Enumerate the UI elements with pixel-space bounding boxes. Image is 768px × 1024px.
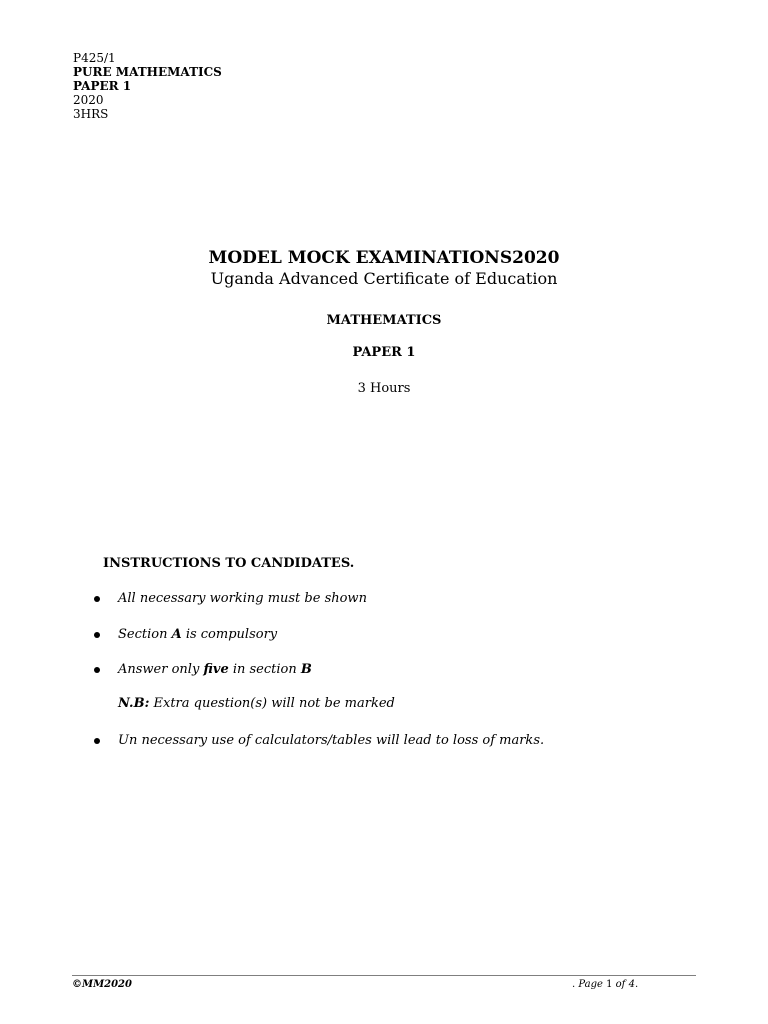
instruction-item-section-b	[118, 662, 312, 677]
paper-duration: 3HRS	[73, 107, 109, 121]
bullet-icon	[94, 632, 100, 638]
instruction-emphasis: B	[300, 662, 312, 677]
subject-title: MATHEMATICS	[326, 313, 442, 328]
footer-page-number	[572, 979, 638, 990]
bullet-icon	[94, 596, 100, 602]
duration-label: 3 Hours	[357, 381, 411, 396]
paper-subject: PURE MATHEMATICS	[73, 65, 222, 79]
paper-code: P425/1	[73, 51, 116, 65]
instruction-item-working	[118, 591, 367, 606]
paper-title: PAPER 1	[352, 345, 416, 360]
paper-header	[73, 51, 222, 121]
instruction-text: is compulsory	[181, 627, 278, 642]
instructions-heading: INSTRUCTIONS TO CANDIDATES.	[103, 556, 355, 571]
paper-number: PAPER 1	[73, 79, 132, 93]
instruction-item-calculators	[118, 733, 544, 748]
of-word: of	[612, 979, 629, 990]
exam-subtitle: Uganda Advanced Certificate of Education	[210, 269, 558, 288]
total-pages: 4.	[628, 979, 639, 990]
instruction-text: in section	[228, 662, 301, 677]
instruction-text: Section	[118, 627, 172, 642]
note-label: N.B:	[118, 696, 150, 711]
current-page: 1	[606, 979, 613, 990]
footer-copyright: ©MM2020	[72, 979, 132, 990]
instruction-text: Un necessary use of calculators/tables will lead to loss of marks.	[118, 733, 545, 748]
instruction-emphasis: five	[203, 662, 229, 677]
note-text: Extra question(s) will not be marked	[149, 696, 395, 711]
paper-year: 2020	[73, 93, 104, 107]
instruction-text: Answer only	[118, 662, 204, 677]
instruction-note	[118, 696, 395, 711]
instruction-text: All necessary working must be shown	[118, 591, 367, 606]
footer-prefix: .	[572, 979, 579, 990]
footer-divider	[72, 975, 696, 976]
bullet-icon	[94, 738, 100, 744]
bullet-icon	[94, 667, 100, 673]
instruction-emphasis: A	[171, 627, 182, 642]
instruction-item-section-a	[118, 627, 277, 642]
page-word: Page	[578, 979, 607, 990]
exam-title: MODEL MOCK EXAMINATIONS2020	[208, 248, 560, 268]
